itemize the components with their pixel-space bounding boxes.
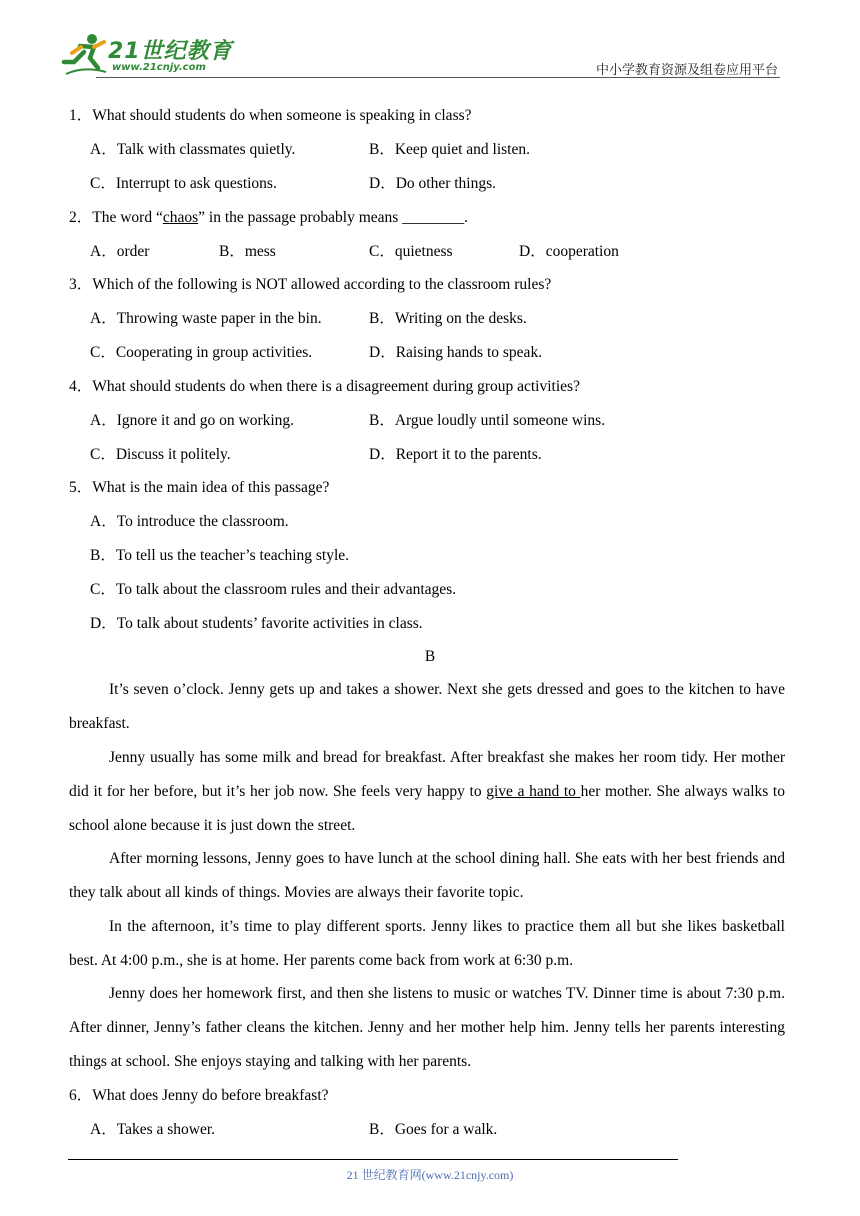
runner-logo-icon xyxy=(60,32,110,76)
give-a-hand-phrase: give a hand to xyxy=(486,782,581,800)
site-logo xyxy=(60,32,240,76)
q2-option-a: A．order xyxy=(90,243,150,260)
q5-option-d: D．To talk about students’ favorite activities in class. xyxy=(90,615,423,632)
q6-option-b: B．Goes for a walk. xyxy=(369,1121,498,1138)
q5-option-b: B．To tell us the teacher’s teaching style. xyxy=(90,547,350,564)
question-6-stem: 6．What does Jenny do before breakfast? xyxy=(69,1087,329,1104)
page-header xyxy=(60,28,780,80)
passage-paragraph-3: After morning lessons, Jenny goes to have lunch at the school dining hall. She eats with her best friends and they talk about all kinds of things. Movies are always their favorite topic. xyxy=(69,850,785,901)
q4-option-c: C．Discuss it politely. xyxy=(90,446,231,463)
section-b-label: B xyxy=(424,648,436,665)
q4-option-b: B．Argue loudly until someone wins. xyxy=(369,412,606,429)
question-2-stem: 2．The word “chaos” in the passage probably means ________. xyxy=(69,209,469,226)
chaos-word: chaos xyxy=(162,209,199,226)
q1-option-a: A．Talk with classmates quietly. xyxy=(90,141,296,158)
q3-option-c: C．Cooperating in group activities. xyxy=(90,344,313,361)
passage-paragraph-1: It’s seven o’clock. Jenny gets up and takes a shower. Next she gets dressed and goes to the kitchen to have breakfast. xyxy=(69,681,785,732)
logo-url: www.21cnjy.com xyxy=(112,62,206,73)
passage-paragraph-4: In the afternoon, it’s time to play different sports. Jenny likes to practice them all but she likes basketball best. At 4:00 p.m., she is at home. Her parents come back from work at 6:30 p.m. xyxy=(69,918,785,969)
logo-text: 21世纪教育 xyxy=(108,39,233,64)
q1-option-c: C．Interrupt to ask questions. xyxy=(90,175,277,192)
q2-option-c: C．quietness xyxy=(369,243,453,260)
platform-title: 中小学教育资源及组卷应用平台 xyxy=(595,62,778,77)
q4-option-d: D．Report it to the parents. xyxy=(369,446,542,463)
q4-option-a: A．Ignore it and go on working. xyxy=(90,412,295,429)
q6-option-a: A．Takes a shower. xyxy=(90,1121,216,1138)
question-1-stem: 1．What should students do when someone is speaking in class? xyxy=(69,107,472,124)
q5-option-a: A．To introduce the classroom. xyxy=(90,513,289,530)
q5-option-c: C．To talk about the classroom rules and their advantages. xyxy=(90,581,457,598)
passage-paragraph-2: Jenny usually has some milk and bread for breakfast. After breakfast she makes her room tidy. Her mother did it for her before, but it’s her job now. She feels very happy to give a hand to her mother. She always walks to school alone because it is just down the street. xyxy=(69,749,785,834)
q2-option-d: D．cooperation xyxy=(519,243,619,260)
question-5-stem: 5．What is the main idea of this passage? xyxy=(69,479,330,496)
q3-option-b: B．Writing on the desks. xyxy=(369,310,527,327)
question-3-stem: 3．Which of the following is NOT allowed according to the classroom rules? xyxy=(69,276,552,293)
q3-option-d: D．Raising hands to speak. xyxy=(369,344,543,361)
page-footer: 21 世纪教育网(www.21cnjy.com) xyxy=(346,1168,514,1182)
question-4-stem: 4．What should students do when there is a disagreement during group activities? xyxy=(69,378,580,395)
footer-divider xyxy=(68,1159,678,1160)
q3-option-a: A．Throwing waste paper in the bin. xyxy=(90,310,322,327)
passage-paragraph-5: Jenny does her homework first, and then she listens to music or watches TV. Dinner time is about 7:30 p.m. After dinner, Jenny’s father cleans the kitchen. Jenny and her mother help him. Jenny tells her parents interesting things at school. She enjoys staying and talking with her parents. xyxy=(69,985,785,1070)
q1-option-b: B．Keep quiet and listen. xyxy=(369,141,530,158)
header-divider xyxy=(96,77,780,78)
q1-option-d: D．Do other things. xyxy=(369,175,497,192)
q2-option-b: B．mess xyxy=(219,243,276,260)
